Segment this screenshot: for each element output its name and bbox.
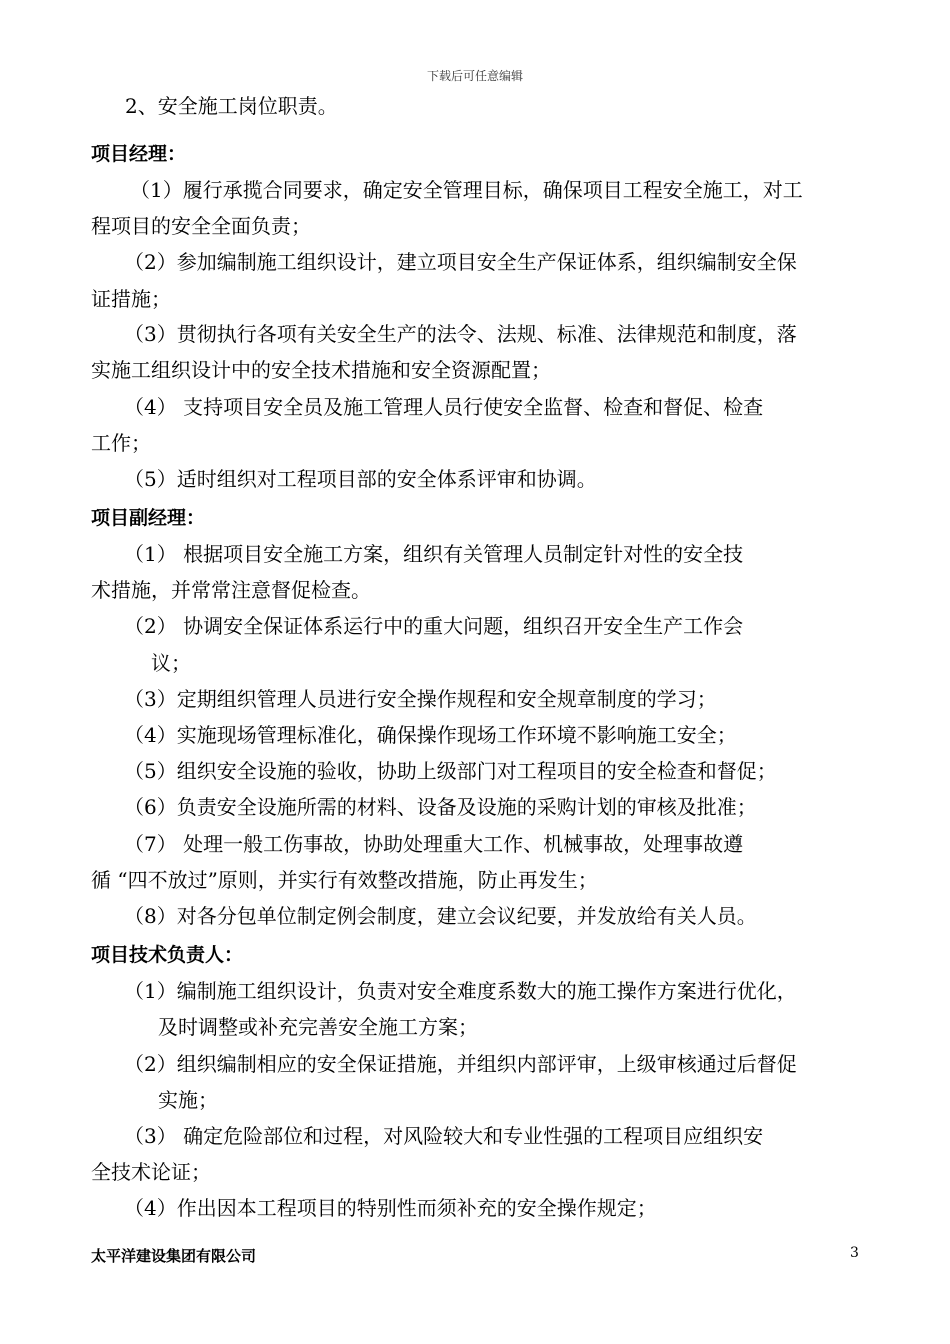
text-line: （2）参加编制施工组织设计，建立项目安全生产保证体系，组织编制安全保 — [124, 250, 797, 274]
heading-technical-lead: 项目技术负责人： — [91, 944, 244, 966]
text-line: （2）组织编制相应的安全保证措施，并组织内部评审，上级审核通过后督促 — [124, 1052, 797, 1076]
text-line: 证措施； — [91, 287, 171, 311]
text-line: （3） 确定危险部位和过程，对风险较大和专业性强的工程项目应组织安 — [124, 1124, 764, 1148]
text-line: （2） 协调安全保证体系运行中的重大问题，组织召开安全生产工作会 — [124, 614, 744, 638]
text-line: （5）组织安全设施的验收，协助上级部门对工程项目的安全检查和督促； — [124, 759, 777, 783]
text-line: 实施； — [158, 1088, 218, 1112]
page-number: 3 — [850, 1245, 859, 1261]
text-line: 及时调整或补充完善安全施工方案； — [158, 1015, 478, 1039]
text-line: 议； — [151, 651, 191, 675]
text-line: 循 “四不放过”原则，并实行有效整改措施，防止再发生； — [91, 868, 598, 892]
text-line: （3）贯彻执行各项有关安全生产的法令、法规、标准、法律规范和制度，落 — [124, 322, 797, 346]
text-line: （1）履行承揽合同要求，确定安全管理目标，确保项目工程安全施工，对工 — [130, 178, 803, 202]
text-line: 术措施，并常常注意督促检查。 — [91, 578, 371, 602]
text-line: 实施工组织设计中的安全技术措施和安全资源配置； — [91, 358, 551, 382]
text-line: （7） 处理一般工伤事故，协助处理重大工作、机械事故，处理事故遵 — [124, 832, 744, 856]
text-line: （4）实施现场管理标准化，确保操作现场工作环境不影响施工安全； — [124, 723, 737, 747]
text-line: 工作； — [91, 431, 151, 455]
section-title: 2、安全施工岗位职责。 — [125, 94, 338, 118]
text-line: （4）作出因本工程项目的特别性而须补充的安全操作规定； — [124, 1196, 657, 1220]
text-line: （5）适时组织对工程项目部的安全体系评审和协调。 — [124, 467, 597, 491]
text-line: （1）编制施工组织设计，负责对安全难度系数大的施工操作方案进行优化， — [124, 979, 797, 1003]
heading-project-manager: 项目经理： — [91, 143, 187, 165]
header-note: 下载后可任意编辑 — [426, 69, 523, 83]
text-line: （8）对各分包单位制定例会制度，建立会议纪要，并发放给有关人员。 — [124, 904, 757, 928]
footer-company: 太平洋建设集团有限公司 — [91, 1247, 257, 1265]
text-line: （3）定期组织管理人员进行安全操作规程和安全规章制度的学习； — [124, 687, 717, 711]
text-line: （6）负责安全设施所需的材料、设备及设施的采购计划的审核及批准； — [124, 795, 757, 819]
text-line: 全技术论证； — [91, 1160, 211, 1184]
text-line: （4） 支持项目安全员及施工管理人员行使安全监督、检查和督促、检查 — [124, 395, 764, 419]
heading-deputy-manager: 项目副经理： — [91, 507, 206, 529]
text-line: （1） 根据项目安全施工方案，组织有关管理人员制定针对性的安全技 — [124, 542, 744, 566]
text-line: 程项目的安全全面负责； — [91, 214, 311, 238]
